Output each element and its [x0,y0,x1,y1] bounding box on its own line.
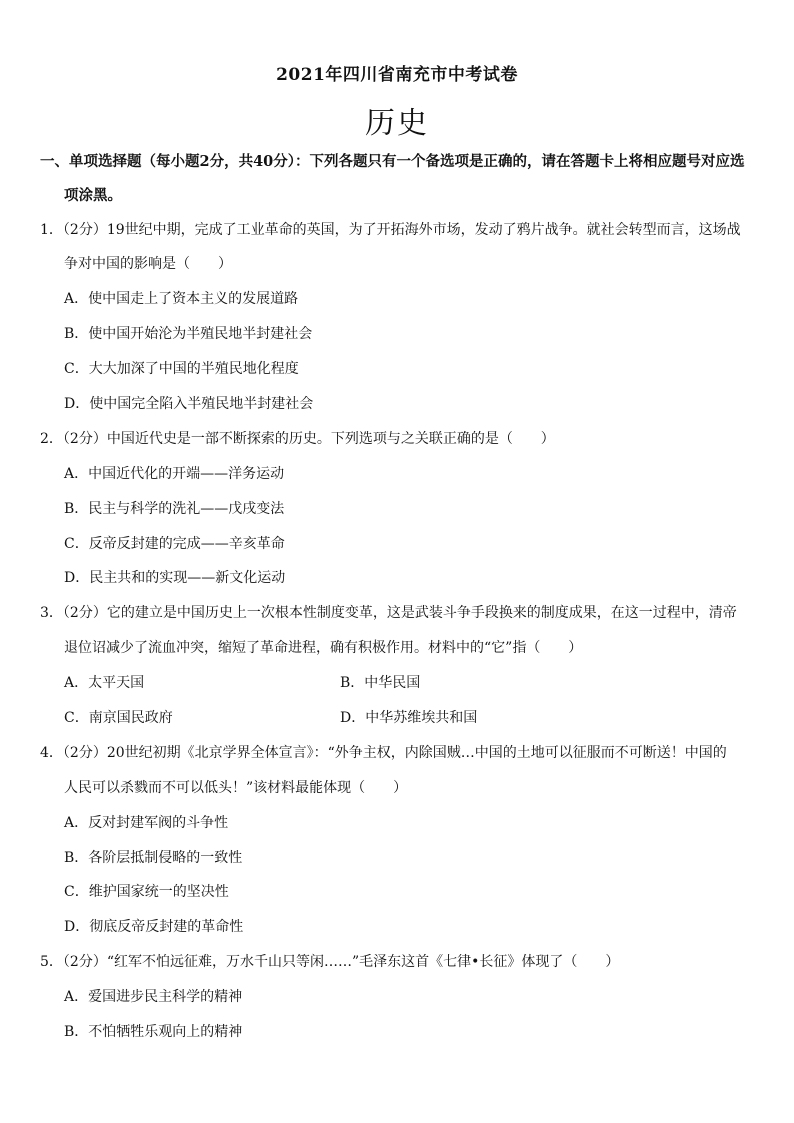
section-heading-line2: 项涂黑。 [64,187,122,204]
exam-title: 2021年四川省南充市中考试卷 [276,65,518,85]
question-3-option-c: C．南京国民政府 [64,710,173,726]
question-4-option-d: D．彻底反帝反封建的革命性 [64,919,244,935]
question-1-option-a: A．使中国走上了资本主义的发展道路 [64,291,299,307]
question-4-option-b: B．各阶层抵制侵略的一致性 [64,850,243,866]
question-2-option-c: C．反帝反封建的完成——辛亥革命 [64,536,285,552]
question-4-stem-cont: 人民可以杀戮而不可以低头！”该材料最能体现（ ） [64,780,408,796]
question-3-stem-cont: 退位诏减少了流血冲突，缩短了革命进程，确有积极作用。材料中的“它”指（ ） [64,640,583,656]
question-4-option-c: C．维护国家统一的坚决性 [64,884,229,900]
question-5-option-a: A．爱国进步民主科学的精神 [64,989,243,1005]
question-1-stem: 1．（2分）19世纪中期，完成了工业革命的英国，为了开拓海外市场，发动了鸦片战争。就社会转型而言，这场战 [40,222,741,238]
question-3-option-d: D．中华苏维埃共和国 [340,710,478,726]
question-2-stem: 2．（2分）中国近代史是一部不断探索的历史。下列选项与之关联正确的是（ ） [40,431,555,447]
question-1-stem-cont: 争对中国的影响是（ ） [64,256,232,272]
question-2-option-a: A．中国近代化的开端——洋务运动 [64,466,285,482]
question-3-stem: 3．（2分）它的建立是中国历史上一次根本性制度变革，这是武装斗争手段换来的制度成果，在这一过程中，清帝 [40,605,737,621]
question-5-stem: 5．（2分）“红军不怕远征难，万水千山只等闲……”毛泽东这首《七律•长征》体现了（ ） [40,954,620,970]
section-heading-line1: 一、单项选择题（每小题2分，共40分）：下列各题只有一个备选项是正确的，请在答题卡上将相应题号对应选 [40,153,745,170]
subject-title: 历史 [365,106,429,141]
question-3-option-b: B．中华民国 [340,675,421,691]
question-4-option-a: A．反对封建军阀的斗争性 [64,815,229,831]
question-4-stem: 4．（2分）20世纪初期《北京学界全体宣言》：“外争主权，内除国贼…中国的土地可以征服而不可断送！中国的 [40,745,727,761]
question-1-option-c: C．大大加深了中国的半殖民地化程度 [64,361,299,377]
question-3-option-a: A．太平天国 [64,675,145,691]
question-1-option-b: B．使中国开始沦为半殖民地半封建社会 [64,326,313,342]
question-1-option-d: D．使中国完全陷入半殖民地半封建社会 [64,396,314,412]
question-5-option-b: B．不怕牺牲乐观向上的精神 [64,1024,243,1040]
question-2-option-d: D．民主共和的实现——新文化运动 [64,570,286,586]
question-2-option-b: B．民主与科学的洗礼——戊戌变法 [64,501,285,517]
